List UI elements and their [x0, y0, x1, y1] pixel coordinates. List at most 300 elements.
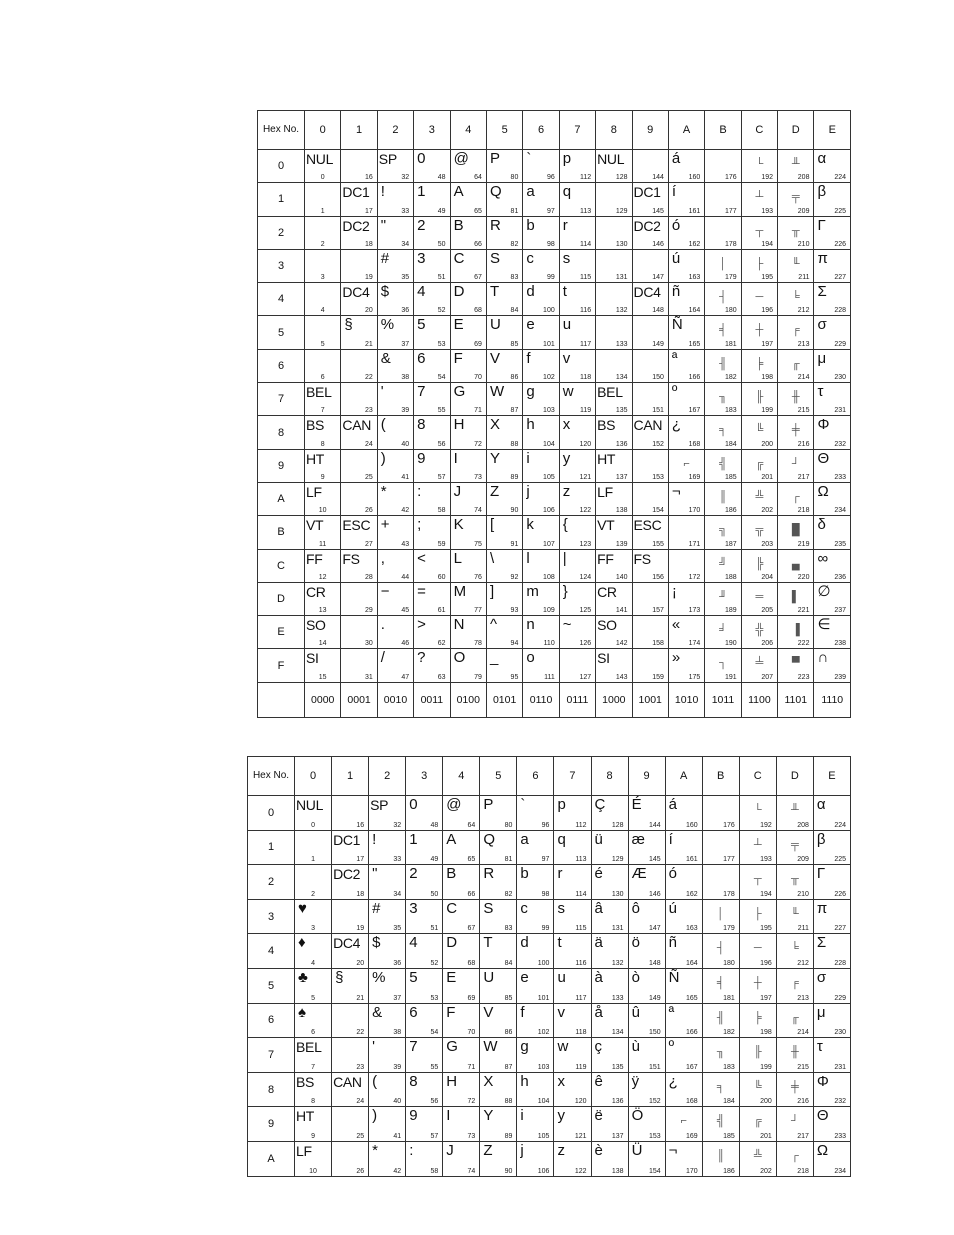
char-cell: [369, 1107, 406, 1142]
char-glyph: U: [483, 968, 495, 986]
char-cell: [739, 1107, 776, 1142]
char-cell: [332, 1107, 369, 1142]
char-cell: [778, 283, 814, 316]
char-cell: [443, 1141, 480, 1176]
char-cell: [665, 865, 702, 900]
char-glyph: ┴: [753, 838, 762, 851]
char-glyph: x: [557, 1072, 565, 1090]
char-glyph: V: [483, 1003, 494, 1021]
decimal-code: 44: [401, 573, 410, 581]
decimal-code: 68: [474, 307, 482, 315]
decimal-code: 111: [544, 673, 555, 681]
char-cell: [305, 549, 341, 582]
decimal-code: 223: [797, 673, 810, 681]
char-cell: [523, 183, 559, 216]
char-glyph: l: [526, 549, 530, 567]
decimal-code: 5: [311, 994, 315, 1002]
char-cell: [813, 1003, 850, 1038]
char-cell: [591, 1003, 628, 1038]
decimal-code: 146: [652, 240, 664, 248]
decimal-code: 169: [686, 1132, 698, 1140]
char-cell: [778, 316, 814, 349]
char-cell: [665, 1003, 702, 1038]
decimal-code: 218: [797, 1167, 809, 1175]
decimal-code: 202: [761, 507, 774, 515]
char-glyph: ╩: [755, 490, 764, 503]
char-glyph: BEL: [306, 384, 332, 401]
decimal-code: 10: [318, 507, 327, 515]
char-cell: [377, 150, 413, 183]
char-glyph: g: [520, 1038, 529, 1056]
decimal-code: 81: [504, 856, 513, 864]
char-cell: [486, 283, 522, 316]
char-cell: [596, 416, 632, 449]
char-glyph: ╝: [719, 557, 727, 570]
char-cell: [369, 830, 406, 865]
char-glyph: LF: [597, 483, 613, 500]
decimal-code: 76: [474, 573, 482, 581]
row-header: 4: [248, 934, 295, 969]
char-cell: [554, 1038, 591, 1073]
char-glyph: ∈: [817, 616, 831, 634]
decimal-code: 207: [761, 673, 774, 681]
decimal-code: 221: [797, 607, 810, 615]
table-row: [258, 183, 851, 216]
char-glyph: á: [671, 150, 681, 167]
decimal-code: 121: [574, 1132, 587, 1140]
char-cell: [739, 899, 776, 934]
decimal-code: 73: [467, 1132, 476, 1140]
char-glyph: ü: [594, 830, 603, 848]
decimal-code: 225: [834, 207, 846, 215]
char-glyph: p: [557, 796, 566, 813]
char-cell: [414, 649, 450, 682]
table-row: [258, 349, 851, 382]
char-glyph: ú: [671, 249, 681, 267]
column-header: 3: [414, 111, 450, 150]
char-glyph: n: [526, 616, 535, 634]
decimal-code: 233: [834, 473, 846, 481]
char-cell: [450, 150, 486, 183]
decimal-code: 114: [579, 240, 592, 248]
char-glyph: Σ: [817, 283, 827, 301]
char-cell: [559, 549, 595, 582]
char-glyph: K: [453, 516, 464, 534]
char-glyph: É: [631, 796, 642, 813]
char-cell: [813, 899, 850, 934]
decimal-code: 66: [474, 240, 482, 248]
char-cell: [414, 349, 450, 382]
char-cell: [480, 968, 517, 1003]
binary-code: 1010: [668, 682, 704, 717]
char-cell: [332, 1141, 369, 1176]
char-glyph: CAN: [633, 417, 663, 434]
char-glyph: !: [372, 830, 377, 848]
char-cell: [406, 1141, 443, 1176]
decimal-code: 35: [393, 925, 402, 933]
table-row: [258, 549, 851, 582]
char-cell: [665, 796, 702, 831]
table-row: [248, 830, 851, 865]
char-glyph: L: [453, 549, 462, 567]
char-glyph: DC2: [342, 217, 370, 234]
char-cell: [705, 316, 741, 349]
decimal-code: 60: [437, 573, 446, 581]
decimal-code: 89: [510, 473, 519, 481]
char-glyph: {: [562, 516, 568, 534]
char-cell: [591, 830, 628, 865]
decimal-code: 120: [574, 1098, 587, 1106]
char-cell: [332, 830, 369, 865]
char-glyph: ╔: [755, 457, 764, 470]
char-cell: [705, 549, 741, 582]
char-cell: [406, 934, 443, 969]
char-cell: [486, 516, 522, 549]
decimal-code: 133: [611, 994, 624, 1002]
decimal-code: 234: [834, 507, 846, 515]
char-cell: [523, 349, 559, 382]
char-glyph: ┌: [790, 1149, 799, 1162]
char-glyph: Æ: [631, 865, 647, 883]
char-glyph: NUL: [296, 797, 324, 813]
decimal-code: 152: [648, 1098, 661, 1106]
char-glyph: ╓: [790, 1011, 799, 1024]
decimal-code: 196: [761, 307, 774, 315]
decimal-code: 25: [364, 473, 373, 481]
char-cell: [559, 516, 595, 549]
char-cell: [668, 582, 704, 615]
decimal-code: 40: [401, 440, 410, 448]
char-glyph: Φ: [817, 416, 830, 434]
char-glyph: D: [453, 283, 465, 301]
decimal-code: 185: [723, 1132, 735, 1140]
char-cell: [814, 283, 851, 316]
char-glyph: j: [520, 1141, 524, 1159]
char-cell: [332, 1003, 369, 1038]
decimal-code: 212: [797, 307, 810, 315]
char-cell: [377, 183, 413, 216]
decimal-code: 81: [510, 207, 519, 215]
char-cell: [295, 899, 332, 934]
decimal-code: 227: [834, 274, 846, 282]
char-cell: [705, 216, 741, 249]
decimal-code: 218: [797, 507, 810, 515]
char-cell: [632, 316, 668, 349]
char-glyph: Y: [489, 449, 500, 467]
decimal-code: 87: [504, 1063, 513, 1071]
char-cell: [814, 349, 851, 382]
char-glyph: DC2: [333, 866, 361, 883]
decimal-code: 229: [834, 994, 846, 1002]
decimal-code: 68: [467, 959, 476, 967]
char-cell: [341, 150, 377, 183]
decimal-code: 9: [320, 473, 325, 481]
decimal-code: 130: [615, 240, 628, 248]
char-glyph: FF: [597, 550, 614, 567]
decimal-code: 214: [797, 1029, 809, 1037]
char-cell: [741, 383, 777, 416]
decimal-code: 181: [725, 340, 737, 348]
char-glyph: »: [671, 649, 681, 667]
decimal-code: 164: [688, 307, 701, 315]
decimal-code: 237: [834, 607, 846, 615]
column-header: 5: [486, 111, 522, 150]
char-cell: [665, 899, 702, 934]
decimal-code: 153: [648, 1132, 661, 1140]
char-cell: [406, 899, 443, 934]
char-glyph: NUL: [597, 151, 625, 167]
char-cell: [554, 865, 591, 900]
column-header: 4: [443, 757, 480, 796]
char-cell: [628, 865, 665, 900]
char-cell: [450, 383, 486, 416]
char-glyph: ¿: [671, 416, 682, 434]
char-cell: [668, 150, 704, 183]
char-cell: [778, 249, 814, 282]
char-cell: [517, 1003, 554, 1038]
char-cell: [377, 549, 413, 582]
char-cell: [295, 796, 332, 831]
decimal-code: 67: [467, 925, 476, 933]
char-cell: [480, 1141, 517, 1176]
decimal-code: 133: [615, 340, 628, 348]
char-glyph: J: [446, 1141, 454, 1159]
char-cell: [517, 1141, 554, 1176]
char-cell: [332, 796, 369, 831]
decimal-code: 176: [725, 174, 737, 182]
char-glyph: P: [483, 796, 494, 813]
decimal-code: 34: [393, 890, 402, 898]
decimal-code: 180: [723, 959, 735, 967]
decimal-code: 197: [761, 340, 774, 348]
decimal-code: 157: [652, 607, 664, 615]
char-cell: [554, 934, 591, 969]
decimal-code: 128: [611, 821, 624, 829]
char-cell: [596, 516, 632, 549]
char-glyph: ÿ: [631, 1072, 640, 1090]
decimal-code: 186: [723, 1167, 735, 1175]
char-cell: [702, 830, 739, 865]
decimal-code: 32: [401, 174, 410, 182]
char-cell: [778, 416, 814, 449]
char-cell: [702, 1107, 739, 1142]
char-glyph: ╨: [790, 804, 799, 816]
char-cell: [632, 216, 668, 249]
char-cell: [596, 549, 632, 582]
decimal-code: 209: [797, 856, 809, 864]
char-cell: [741, 216, 777, 249]
char-cell: [741, 649, 777, 682]
decimal-code: 49: [430, 856, 439, 864]
decimal-code: 67: [474, 274, 482, 282]
char-cell: [632, 249, 668, 282]
row-header: E: [258, 616, 305, 649]
decimal-code: 90: [504, 1167, 513, 1175]
decimal-code: 194: [761, 240, 774, 248]
decimal-code: 15: [318, 673, 327, 681]
char-glyph: <: [417, 549, 426, 567]
decimal-code: 69: [474, 340, 482, 348]
char-glyph: DC1: [633, 184, 661, 201]
decimal-code: 43: [401, 540, 410, 548]
char-cell: [523, 449, 559, 482]
char-cell: [814, 482, 851, 515]
binary-code: 0110: [523, 682, 559, 717]
decimal-code: 132: [611, 959, 624, 967]
decimal-code: 165: [688, 340, 701, 348]
char-glyph: ╛: [719, 624, 727, 637]
char-cell: [517, 865, 554, 900]
char-glyph: t: [562, 283, 567, 301]
char-glyph: ╕: [719, 424, 727, 437]
table-row: [248, 865, 851, 900]
decimal-code: 144: [652, 174, 664, 182]
char-glyph: Φ: [816, 1072, 829, 1090]
decimal-code: 175: [688, 673, 701, 681]
decimal-code: 42: [401, 507, 410, 515]
decimal-code: 53: [430, 994, 439, 1002]
char-cell: [596, 283, 632, 316]
decimal-code: 123: [579, 540, 592, 548]
char-cell: [776, 830, 813, 865]
row-header: 1: [248, 830, 295, 865]
decimal-code: 94: [510, 640, 519, 648]
char-cell: [705, 349, 741, 382]
decimal-code: 32: [393, 821, 402, 829]
decimal-code: 55: [430, 1063, 439, 1071]
decimal-code: 149: [648, 994, 661, 1002]
char-glyph: 0: [417, 150, 426, 167]
row-header: 6: [248, 1003, 295, 1038]
header-row: [258, 111, 851, 150]
binary-code: 0010: [377, 682, 413, 717]
char-cell: [814, 516, 851, 549]
char-glyph: h: [526, 416, 535, 434]
char-glyph: u: [557, 968, 566, 986]
decimal-code: 48: [430, 821, 439, 829]
decimal-code: 64: [474, 174, 482, 182]
decimal-code: 72: [474, 440, 482, 448]
char-cell: [741, 482, 777, 515]
char-cell: [559, 249, 595, 282]
decimal-code: 122: [574, 1167, 587, 1175]
decimal-code: 58: [430, 1167, 439, 1175]
char-glyph: q: [557, 830, 566, 848]
decimal-code: 63: [437, 673, 446, 681]
decimal-code: 225: [834, 856, 846, 864]
char-glyph: 7: [417, 383, 426, 401]
char-cell: [486, 549, 522, 582]
decimal-code: 201: [761, 473, 774, 481]
decimal-code: 37: [401, 340, 410, 348]
decimal-code: 55: [437, 407, 446, 415]
decimal-code: 155: [652, 540, 664, 548]
char-cell: [776, 1141, 813, 1176]
char-cell: [813, 934, 850, 969]
char-cell: [668, 449, 704, 482]
char-glyph: B: [446, 865, 457, 883]
char-glyph: CR: [597, 583, 617, 600]
char-glyph: y: [557, 1107, 565, 1125]
char-glyph: a: [520, 830, 529, 848]
binary-row: [258, 682, 851, 717]
decimal-code: 216: [797, 1098, 809, 1106]
char-cell: [776, 1003, 813, 1038]
char-glyph: ╥: [791, 224, 800, 237]
char-glyph: 7: [409, 1038, 418, 1056]
decimal-code: 27: [364, 540, 373, 548]
char-glyph: ┘: [791, 457, 800, 470]
decimal-code: 231: [834, 1063, 846, 1071]
decimal-code: 179: [725, 274, 737, 282]
char-cell: [443, 899, 480, 934]
char-cell: [305, 449, 341, 482]
char-cell: [406, 1107, 443, 1142]
decimal-code: 220: [797, 573, 810, 581]
char-cell: [517, 934, 554, 969]
decimal-code: 83: [510, 274, 519, 282]
char-glyph: â: [594, 899, 603, 917]
char-cell: [480, 830, 517, 865]
char-cell: [591, 1107, 628, 1142]
char-glyph: ù: [631, 1038, 640, 1056]
char-cell: [295, 934, 332, 969]
char-glyph: æ: [631, 830, 645, 848]
char-cell: [668, 516, 704, 549]
char-glyph: `: [520, 796, 526, 813]
char-glyph: $: [372, 934, 381, 952]
decimal-code: 152: [652, 440, 664, 448]
decimal-code: 56: [430, 1098, 439, 1106]
char-glyph: ╖: [716, 1046, 725, 1059]
char-cell: [702, 865, 739, 900]
decimal-code: 211: [797, 925, 809, 933]
char-cell: [665, 1072, 702, 1107]
decimal-code: 119: [575, 1063, 587, 1071]
char-cell: [369, 796, 406, 831]
decimal-code: 178: [723, 890, 735, 898]
decimal-code: 103: [537, 1063, 550, 1071]
char-cell: [813, 1141, 850, 1176]
char-glyph: ╙: [791, 257, 800, 270]
char-cell: [705, 383, 741, 416]
char-cell: [523, 316, 559, 349]
char-cell: [332, 934, 369, 969]
decimal-code: 37: [393, 994, 402, 1002]
char-glyph: DC4: [633, 284, 661, 301]
char-glyph: @: [453, 150, 469, 167]
decimal-code: 101: [543, 340, 555, 348]
table-row: [258, 150, 851, 183]
decimal-code: 205: [761, 607, 774, 615]
binary-code: 1000: [596, 682, 632, 717]
char-glyph: BS: [306, 417, 325, 434]
char-cell: [414, 516, 450, 549]
decimal-code: 82: [510, 240, 519, 248]
char-glyph: FS: [633, 550, 651, 567]
char-glyph: HT: [296, 1108, 315, 1125]
char-cell: [305, 616, 341, 649]
char-glyph: ├: [753, 907, 762, 920]
table-row: [248, 1003, 851, 1038]
char-cell: [776, 899, 813, 934]
char-cell: [450, 416, 486, 449]
char-cell: [632, 649, 668, 682]
decimal-code: 116: [575, 959, 587, 967]
column-header: 5: [480, 757, 517, 796]
char-glyph: ⌐: [680, 1115, 687, 1128]
char-glyph: ┘: [790, 1115, 799, 1128]
